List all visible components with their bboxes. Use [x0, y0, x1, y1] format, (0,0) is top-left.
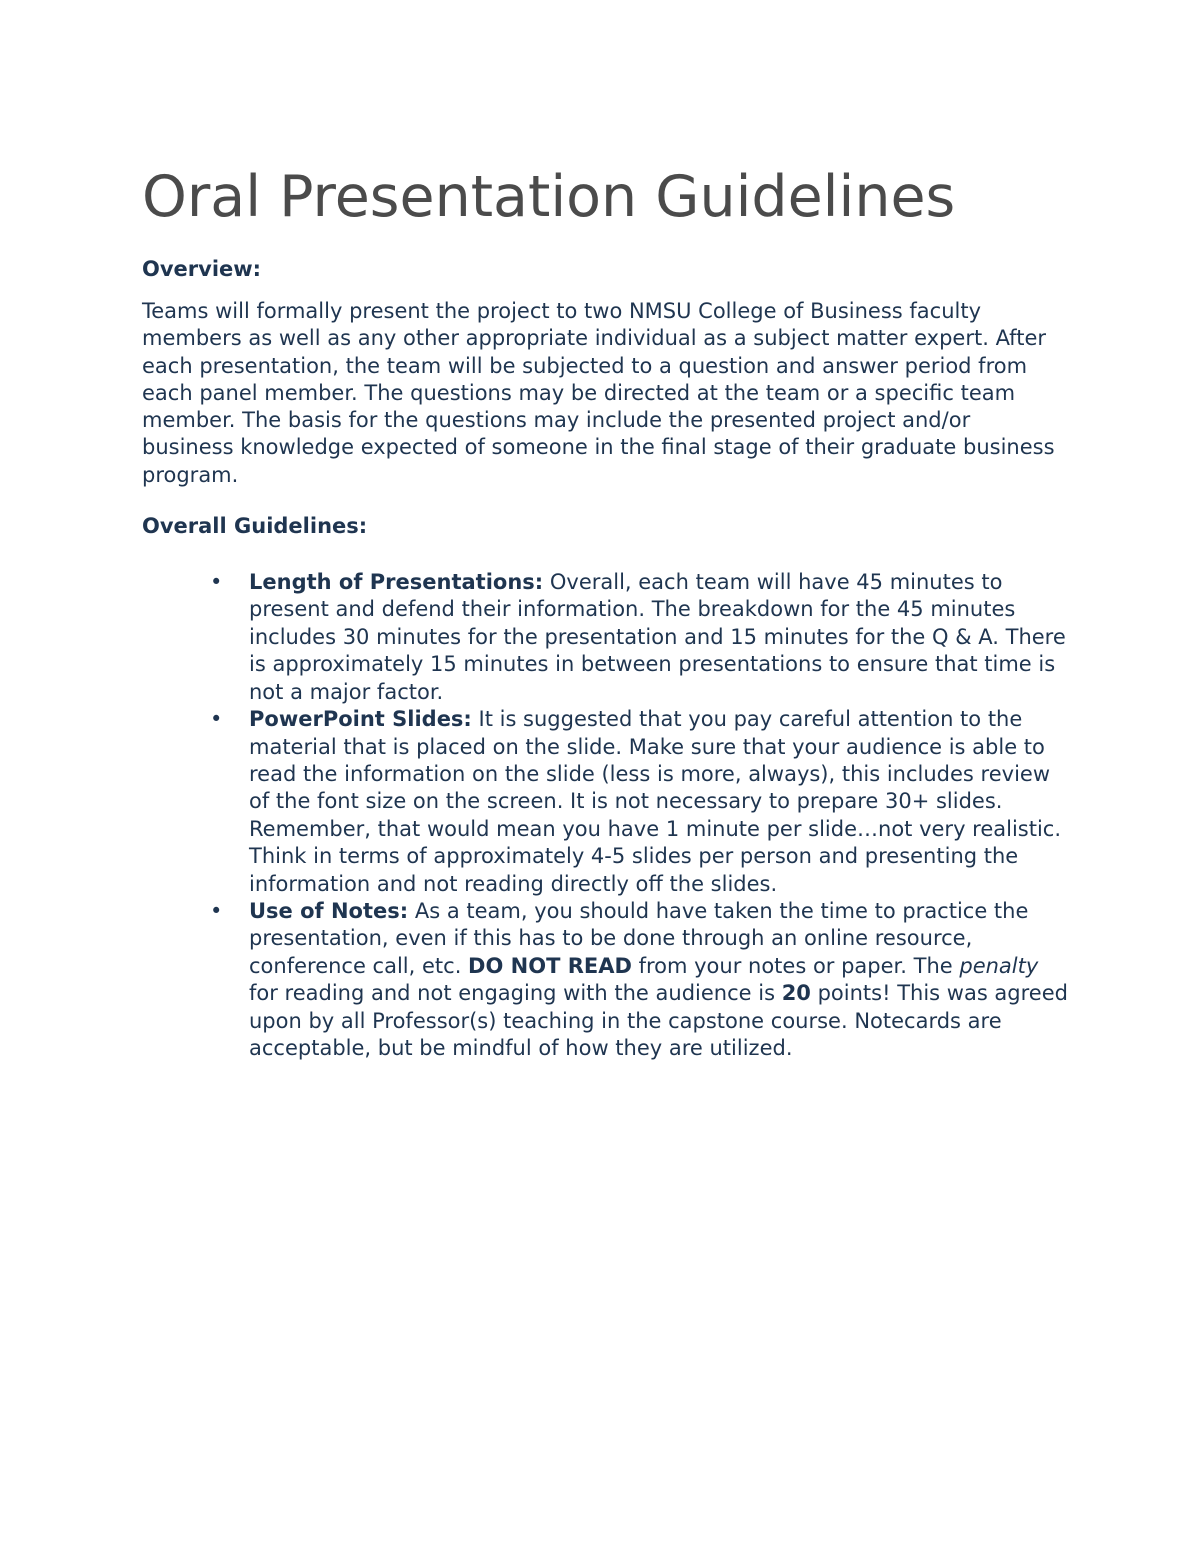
- document-content: [142, 160, 1082, 1062]
- item-text: points! This was agreed upon by all Professor(s) teaching in the capstone course. Notecards are acceptable, but be mindful of how they are utilized.: [249, 981, 1068, 1060]
- list-item-powerpoint-slides: [142, 706, 1069, 898]
- item-label: Use of Notes:: [249, 898, 409, 923]
- item-text: It is suggested that you pay careful attention to the material that is placed on the slide. Make sure that your audience is able to read the information on the slide (less is more, always), this includes review of the font size on the screen. It is not necessary to prepare 30+ slides. Remember, that would mean you have 1 minute per slide…not very realistic. Think in terms of approximately 4-5 slides per person and presenting the information and not reading directly off the slides.: [249, 707, 1062, 896]
- overview-paragraph: Teams will formally present the project to two NMSU College of Business faculty members as well as any other appropriate individual as a subject matter expert. After each presentation, the team will be subjected to a question and answer period from each panel member. The questions may be directed at the team or a specific team member. The basis for the questions may include the presented project and/or business knowledge expected of someone in the final stage of their graduate business program.: [142, 299, 1055, 487]
- item-label: PowerPoint Slides:: [249, 707, 472, 732]
- bullet-icon: •: [210, 570, 223, 595]
- emphasis-points: 20: [781, 981, 811, 1006]
- guidelines-list: [142, 569, 1082, 1062]
- item-text: from your notes or paper. The: [631, 953, 960, 978]
- emphasis-penalty: penalty: [959, 953, 1039, 978]
- item-text: Overall, each team will have 45 minutes to present and defend their information. The breakdown for the 45 minutes includes 30 minutes for the presentation and 15 minutes for the Q & A. There is approximately 15 minutes in between presentations to ensure that time is not a major factor.: [249, 570, 1066, 704]
- item-text: for reading and not engaging with the audience is: [249, 981, 782, 1006]
- emphasis-do-not-read: DO NOT READ: [468, 953, 632, 978]
- list-item-length-of-presentations: [142, 569, 1069, 706]
- document-title: Oral Presentation Guidelines: [142, 164, 956, 230]
- bullet-icon: •: [210, 898, 223, 923]
- item-label: Length of Presentations:: [249, 570, 544, 595]
- overview-heading: Overview:: [142, 257, 262, 281]
- guidelines-heading: Overall Guidelines:: [142, 514, 368, 539]
- item-text: As a team, you should have taken the time to practice the presentation, even if this has to be done through an online resource, conference call, etc.: [249, 898, 1029, 978]
- list-item-use-of-notes: [142, 898, 1069, 1062]
- bullet-icon: •: [210, 707, 223, 732]
